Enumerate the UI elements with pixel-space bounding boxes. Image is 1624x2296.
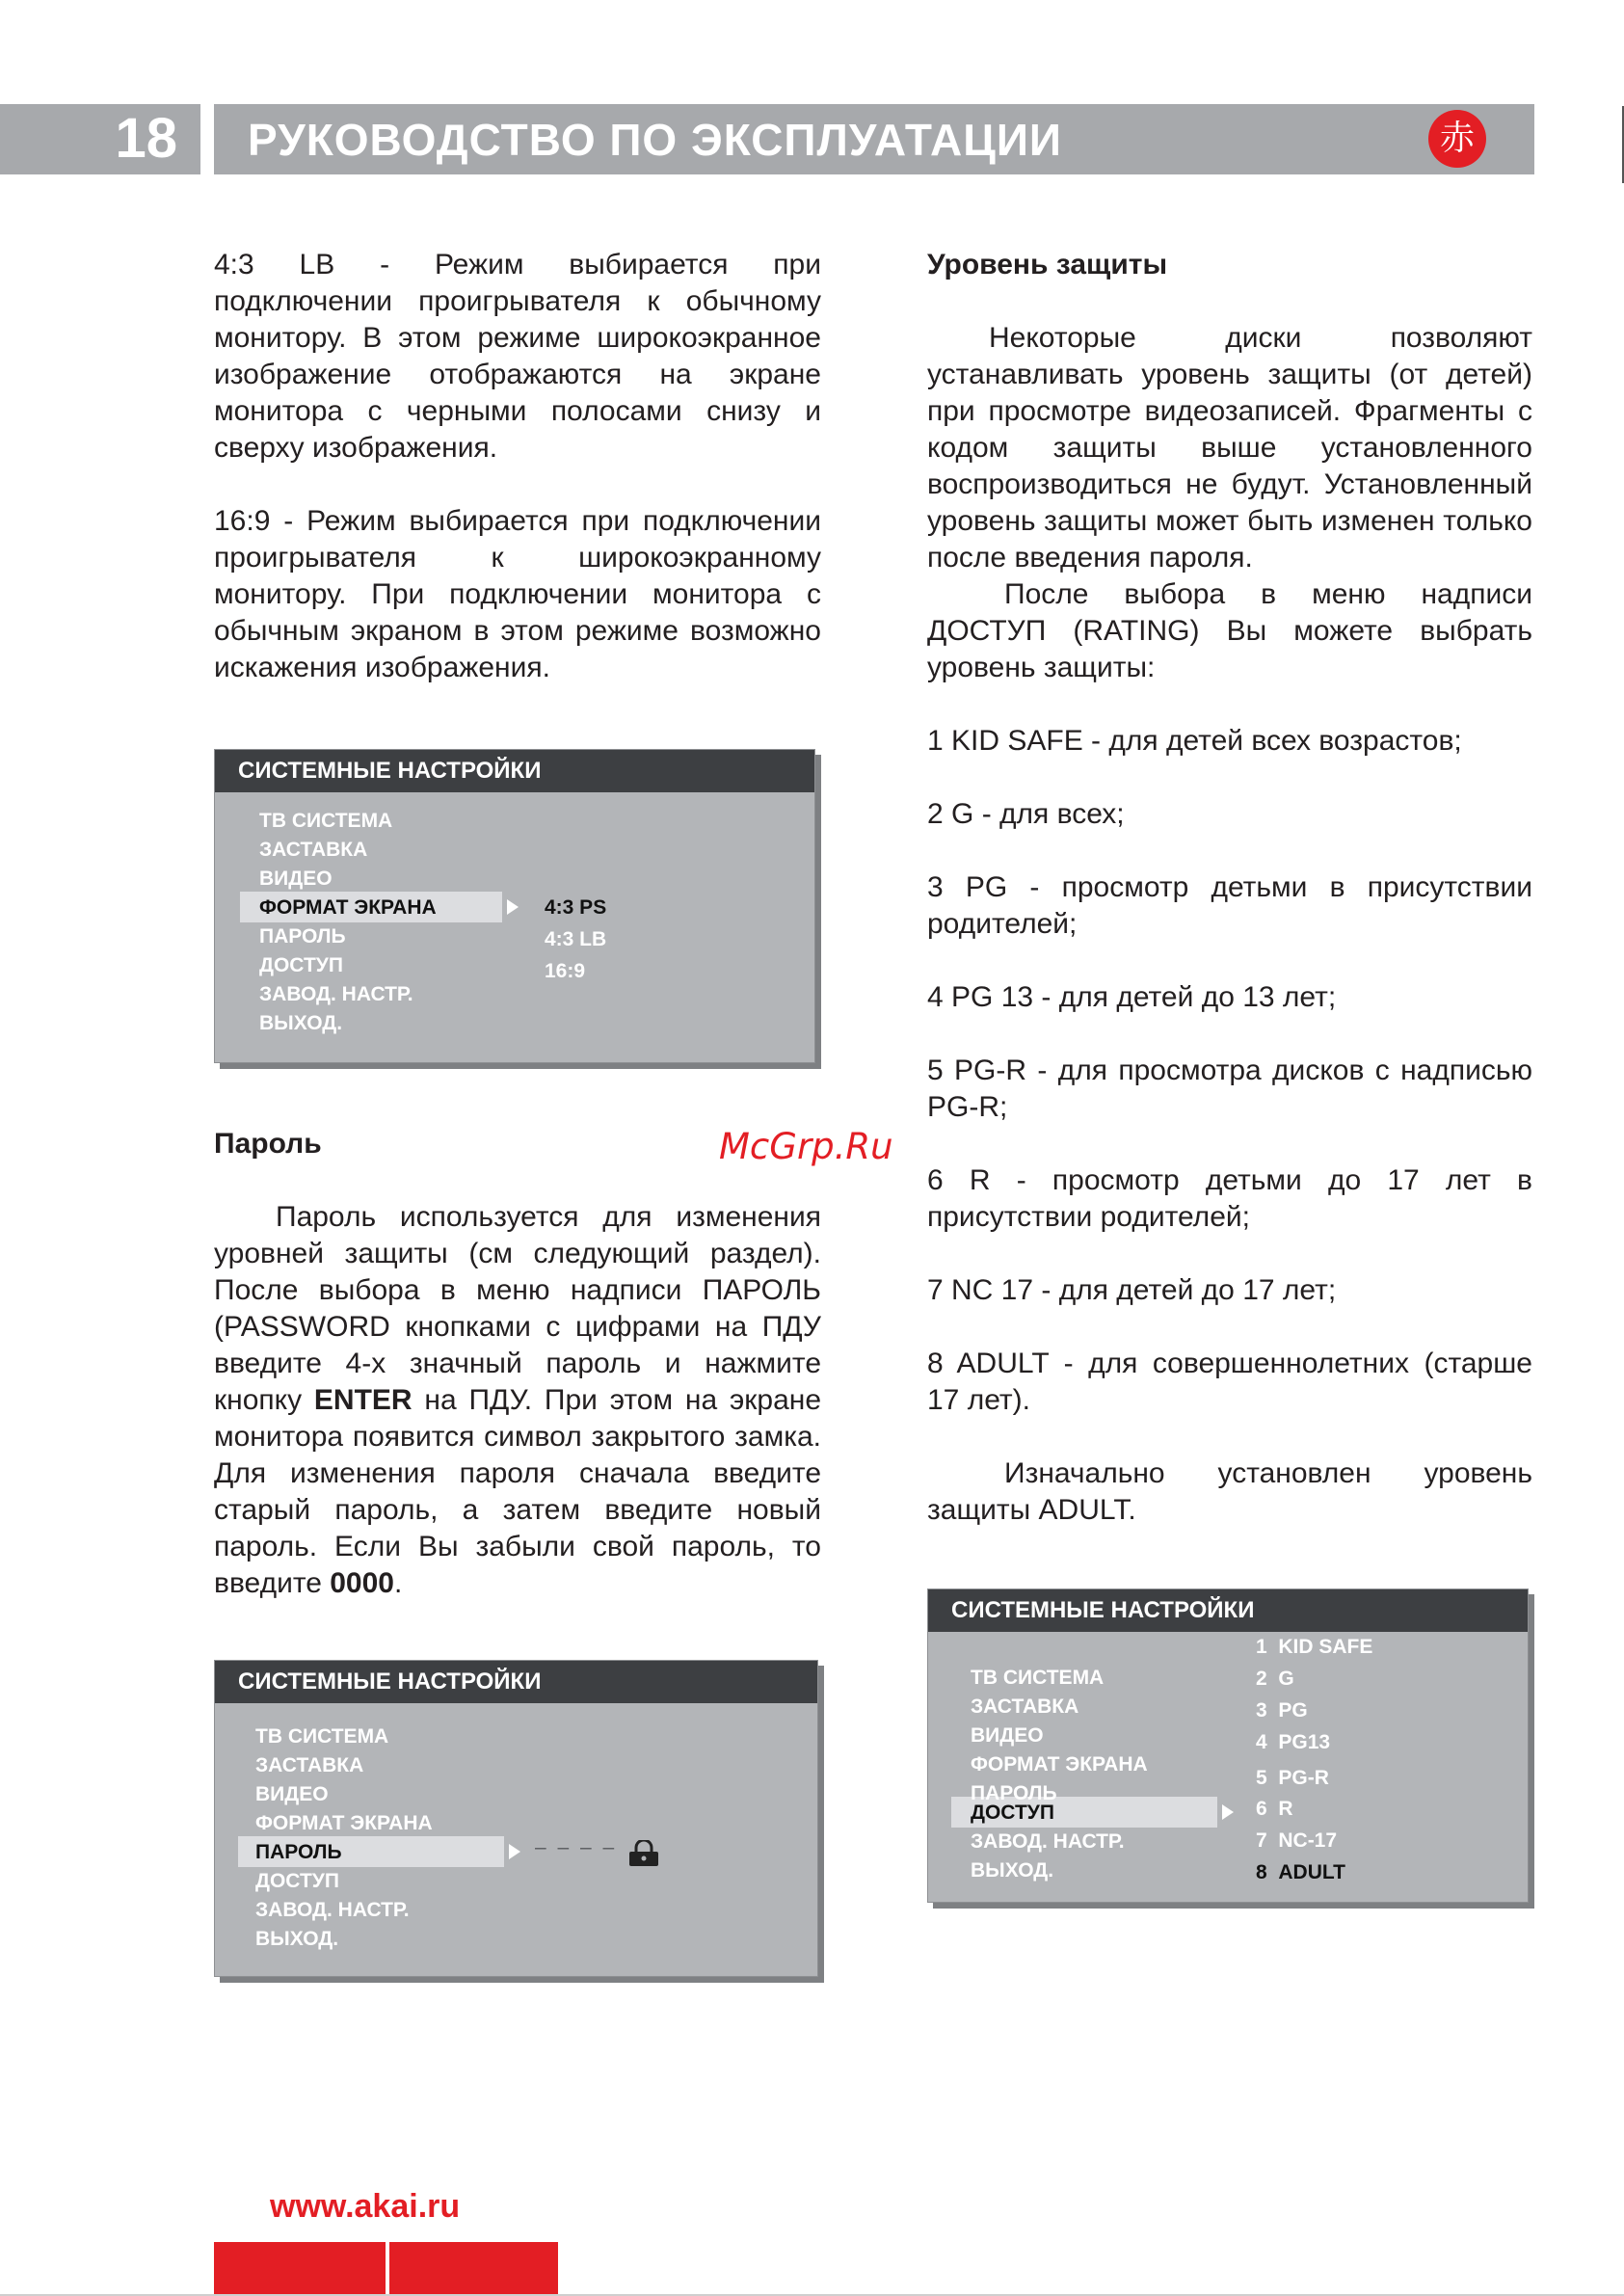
- menu-item-tv-system[interactable]: ТВ СИСТЕМА: [255, 1725, 389, 1748]
- menu-item-video[interactable]: ВИДЕО: [971, 1724, 1044, 1747]
- menu-item-exit[interactable]: ВЫХОД.: [255, 1928, 339, 1950]
- left-text-top: [214, 247, 821, 686]
- rating-option-num: 8: [1256, 1861, 1267, 1883]
- footer-red-block: [214, 2242, 386, 2296]
- default-rating-note: Изначально установлен уровень защиты ADULT.: [927, 1457, 1532, 1526]
- menu-item-tv-system[interactable]: ТВ СИСТЕМА: [259, 810, 393, 832]
- rating-option-1[interactable]: [1256, 1636, 1372, 1659]
- rating-level-6: 6 R - просмотр детьми до 17 лет в присутствии родителей;: [927, 1164, 1532, 1233]
- menu-title: СИСТЕМНЫЕ НАСТРОЙКИ: [215, 1661, 817, 1703]
- rating-option-label: NC-17: [1278, 1829, 1338, 1852]
- rating-option-7[interactable]: [1256, 1829, 1337, 1853]
- menu-item-tv-system[interactable]: ТВ СИСТЕМА: [971, 1667, 1105, 1689]
- menu-item-screen-format[interactable]: ФОРМАТ ЭКРАНА: [259, 896, 437, 919]
- menu-title: СИСТЕМНЫЕ НАСТРОЙКИ: [928, 1589, 1528, 1632]
- page-number: 18: [115, 107, 177, 170]
- rating-option-label: PG-R: [1278, 1767, 1329, 1789]
- password-text-end: .: [394, 1567, 403, 1599]
- menu-item-screensaver[interactable]: ЗАСТАВКА: [255, 1754, 364, 1776]
- wide-paragraph: 16:9 - Режим выбирается при подключении проигрывателя к широкоэкранному монитору. При подключении монитора с обычным экраном в этом режиме возможно искажения изображения.: [214, 505, 821, 683]
- menu-item-rating[interactable]: ДОСТУП: [255, 1870, 339, 1892]
- rating-option-2[interactable]: [1256, 1668, 1294, 1691]
- brand-logo-icon: 赤: [1428, 110, 1486, 168]
- rating-option-num: 5: [1256, 1767, 1267, 1789]
- password-heading: Пароль: [214, 1128, 322, 1160]
- password-text-2: на ПДУ. При этом на экране монитора появится символ закрытого замка. Для изменения пароля сначала введите старый пароль, а затем введите новый пароль. Если Вы забыли свой пароль, то введите: [214, 1384, 822, 1599]
- format-option-wide[interactable]: 16:9: [545, 960, 586, 982]
- format-option-ps[interactable]: 4:3 PS: [545, 896, 607, 919]
- footer-red-block: [389, 2242, 558, 2296]
- page-title: РУКОВОДСТВО ПО ЭКСПЛУАТАЦИИ: [248, 115, 1062, 165]
- rating-option-3[interactable]: [1256, 1699, 1308, 1722]
- rating-level-4: 4 PG 13 - для детей до 13 лет;: [927, 981, 1337, 1013]
- footer-website-link[interactable]: www.akai.ru: [270, 2188, 461, 2225]
- rating-option-label: R: [1278, 1798, 1293, 1820]
- format-option-lb[interactable]: 4:3 LB: [545, 928, 607, 950]
- rating-paragraph-1: Некоторые диски позволяют устанавливать уровень защиты (от детей) при просмотре видеозаписей. Фрагменты с кодом защиты выше установленного воспроизводиться не будут. Установленный уровень защиты может быть изменен только после введения пароля.: [927, 322, 1532, 574]
- menu-item-video[interactable]: ВИДЕО: [259, 868, 333, 890]
- rating-heading: Уровень защиты: [927, 249, 1168, 280]
- menu-item-screensaver[interactable]: ЗАСТАВКА: [259, 839, 368, 861]
- password-text-1: Пароль используется для изменения уровней защиты (см следующий раздел). После выбора в меню надписи ПАРОЛЬ (PASSWORD кнопками с цифрами на ПДУ введите 4-х значный пароль и нажмите кнопку: [214, 1201, 821, 1416]
- menu-item-video[interactable]: ВИДЕО: [255, 1783, 329, 1805]
- menu-item-password[interactable]: ПАРОЛЬ: [255, 1841, 342, 1863]
- menu-item-factory-reset[interactable]: ЗАВОД. НАСТР.: [255, 1899, 410, 1921]
- rating-option-num: 2: [1256, 1668, 1267, 1690]
- rating-option-num: 1: [1256, 1636, 1267, 1658]
- menu-item-exit[interactable]: ВЫХОД.: [971, 1859, 1054, 1882]
- enter-key-text: ENTER: [313, 1384, 413, 1416]
- rating-level-7: 7 NC 17 - для детей до 17 лет;: [927, 1274, 1337, 1306]
- rating-level-1: 1 KID SAFE - для детей всех возрастов;: [927, 725, 1462, 757]
- password-section: [214, 1126, 821, 1602]
- submenu-arrow-icon: [1222, 1804, 1234, 1820]
- rating-option-5[interactable]: [1256, 1767, 1329, 1790]
- menu-item-password[interactable]: ПАРОЛЬ: [259, 925, 346, 948]
- rating-option-label: ADULT: [1278, 1861, 1345, 1883]
- default-code-text: 0000: [330, 1567, 394, 1599]
- rating-option-num: 4: [1256, 1731, 1267, 1753]
- header-bar: [214, 104, 1534, 174]
- menu-item-screen-format[interactable]: ФОРМАТ ЭКРАНА: [255, 1812, 433, 1834]
- rating-option-label: KID SAFE: [1278, 1636, 1373, 1658]
- rating-level-8: 8 ADULT - для совершеннолетних (старше 17 лет).: [927, 1348, 1532, 1416]
- rating-level-2: 2 G - для всех;: [927, 798, 1125, 830]
- format-menu: [214, 749, 815, 1063]
- menu-item-exit[interactable]: ВЫХОД.: [259, 1012, 343, 1034]
- rating-option-num: 3: [1256, 1699, 1267, 1722]
- menu-item-screensaver[interactable]: ЗАСТАВКА: [971, 1695, 1079, 1718]
- rating-option-num: 7: [1256, 1829, 1267, 1852]
- rating-option-label: PG: [1278, 1699, 1308, 1722]
- menu-item-factory-reset[interactable]: ЗАВОД. НАСТР.: [971, 1830, 1125, 1853]
- lb-paragraph: 4:3 LB - Режим выбирается при подключении проигрывателя к обычному монитору. В этом режиме широкоэкранное изображение отображаются на экране монитора с черными полосами снизу и сверху изображения.: [214, 249, 821, 464]
- menu-item-password[interactable]: ПАРОЛЬ: [971, 1782, 1057, 1804]
- password-paragraph: [214, 1199, 821, 1602]
- rating-paragraph-2: После выбора в меню надписи ДОСТУП (RATING) Вы можете выбрать уровень защиты:: [927, 578, 1532, 683]
- menu-item-factory-reset[interactable]: ЗАВОД. НАСТР.: [259, 983, 413, 1005]
- watermark: McGrp.Ru: [719, 1126, 893, 1167]
- password-menu: [214, 1660, 818, 1977]
- submenu-arrow-icon: [509, 1844, 520, 1859]
- rating-option-label: PG13: [1278, 1731, 1331, 1753]
- submenu-arrow-icon: [507, 899, 519, 915]
- rating-option-8[interactable]: [1256, 1861, 1345, 1884]
- lock-icon: [627, 1840, 660, 1867]
- rating-option-label: G: [1278, 1668, 1294, 1690]
- rating-option-6[interactable]: [1256, 1798, 1293, 1821]
- password-input[interactable]: – – – –: [535, 1836, 618, 1858]
- rating-level-3: 3 PG - просмотр детьми в присутствии родителей;: [927, 871, 1532, 940]
- rating-section: [927, 247, 1532, 1529]
- rating-menu: [927, 1589, 1529, 1903]
- menu-title: СИСТЕМНЫЕ НАСТРОЙКИ: [215, 750, 814, 792]
- menu-item-screen-format[interactable]: ФОРМАТ ЭКРАНА: [971, 1753, 1148, 1775]
- page-number-block: [0, 104, 200, 174]
- menu-item-rating[interactable]: ДОСТУП: [971, 1802, 1054, 1824]
- rating-option-num: 6: [1256, 1798, 1267, 1820]
- menu-item-rating[interactable]: ДОСТУП: [259, 954, 343, 976]
- rating-level-5: 5 PG-R - для просмотра дисков с надписью PG-R;: [927, 1055, 1532, 1123]
- rating-option-4[interactable]: [1256, 1731, 1330, 1754]
